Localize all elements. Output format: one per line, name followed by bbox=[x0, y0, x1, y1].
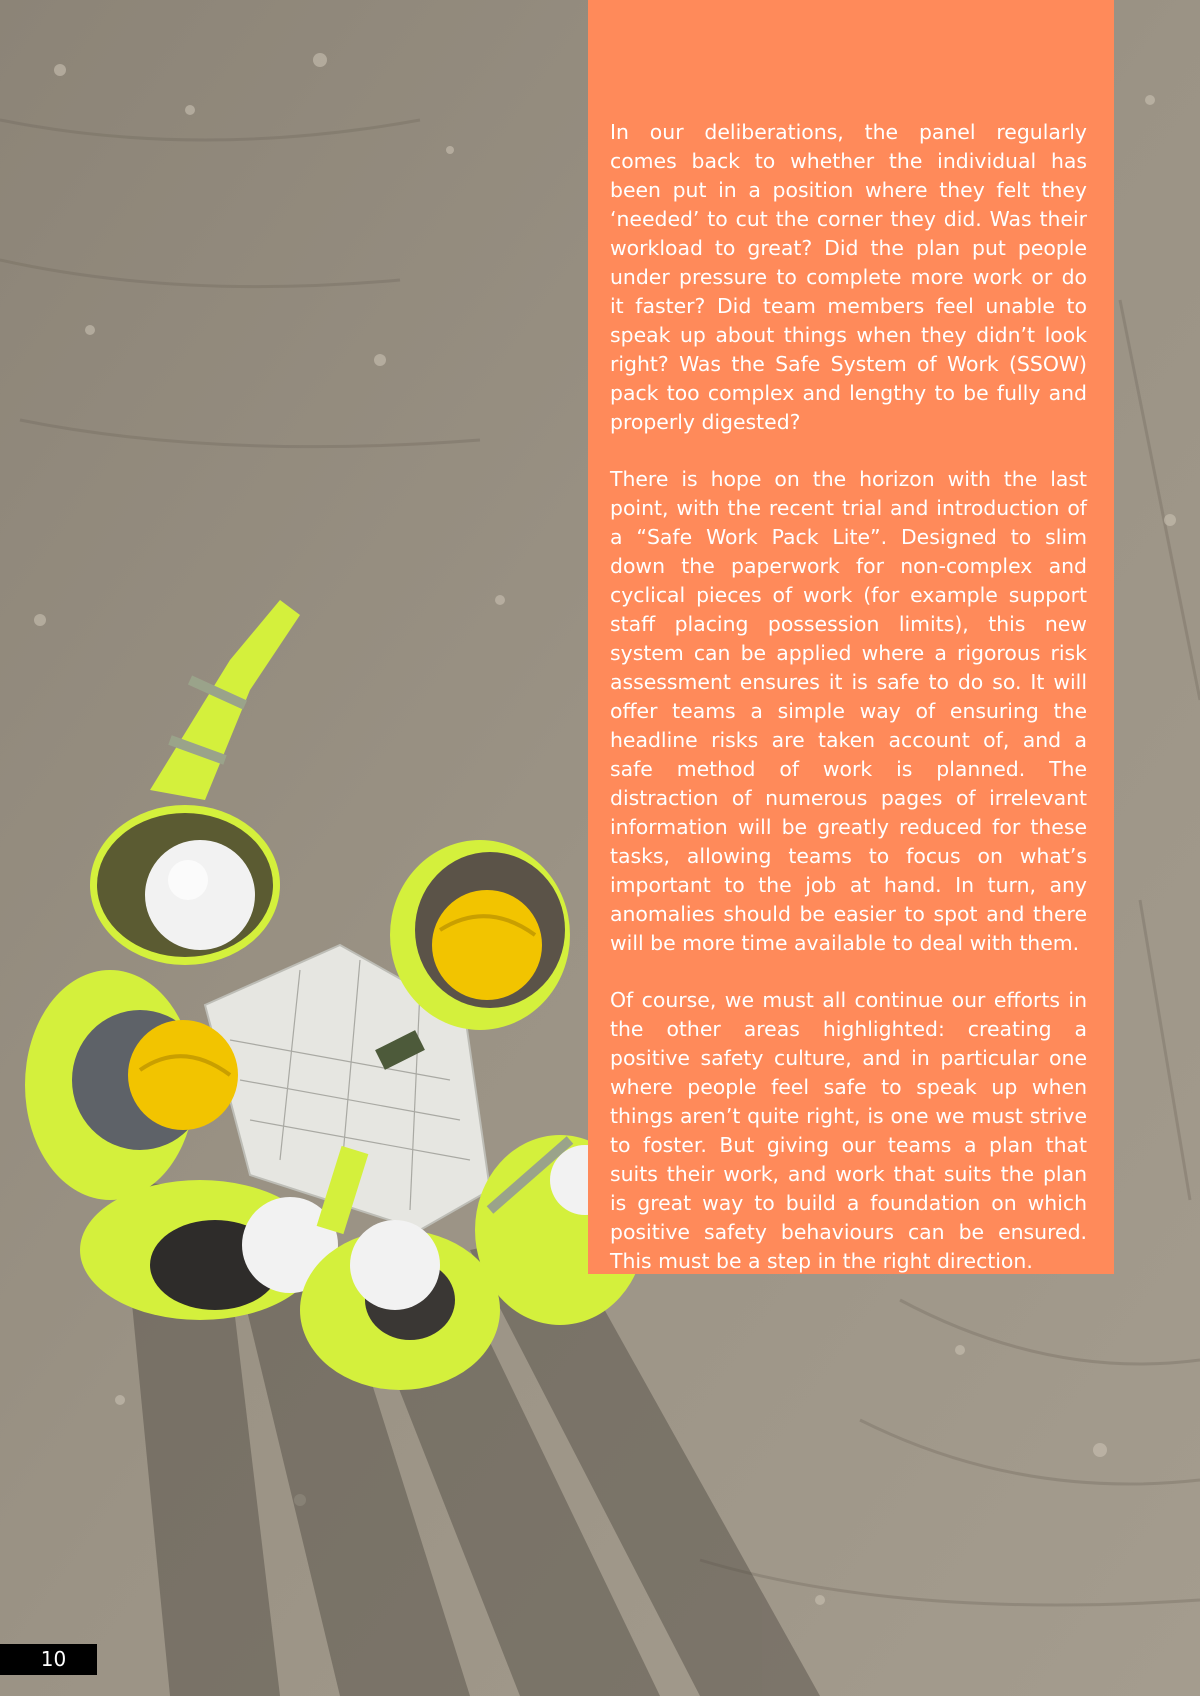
article-paragraph: In our deliberations, the panel regularly comes back to whether the individual has been put in a position where they felt they ‘needed’ to cut the corner they did. Was their workload to great? Did the plan put people under pressure to complete more work or do it faster? Did team members feel unable to speak up about things when they didn’t look right? Was the Safe System of Work (SSOW) pack too complex and lengthy to be fully and properly digested? bbox=[610, 120, 1087, 434]
page-number: 10 bbox=[0, 1644, 97, 1675]
article-paragraph: There is hope on the horizon with the last point, with the recent trial and introduction of a “Safe Work Pack Lite”. Designed to slim down the paperwork for non-complex and cyclical pieces of work (for example support staff placing possession limits), this new system can be applied where a rigorous risk assessment ensures it is safe to do so. It will offer teams a simple way of ensuring the headline risks are taken account of, and a safe method of work is planned. The distraction of numerous pages of irrelevant information will be greatly reduced for these tasks, allowing teams to focus on what’s important to the job at hand. In turn, any anomalies should be easier to spot and there will be more time available to deal with them. bbox=[610, 467, 1087, 955]
article-text-panel bbox=[588, 0, 1114, 1274]
article-paragraph: Of course, we must all continue our efforts in the other areas highlighted: creating a positive safety culture, and in particular one where people feel safe to speak up when things aren’t quite right, is one we must strive to foster. But giving our teams a plan that suits their work, and work that suits the plan is great way to build a foundation on which positive safety behaviours can be ensured. This must be a step in the right direction. bbox=[610, 988, 1087, 1273]
